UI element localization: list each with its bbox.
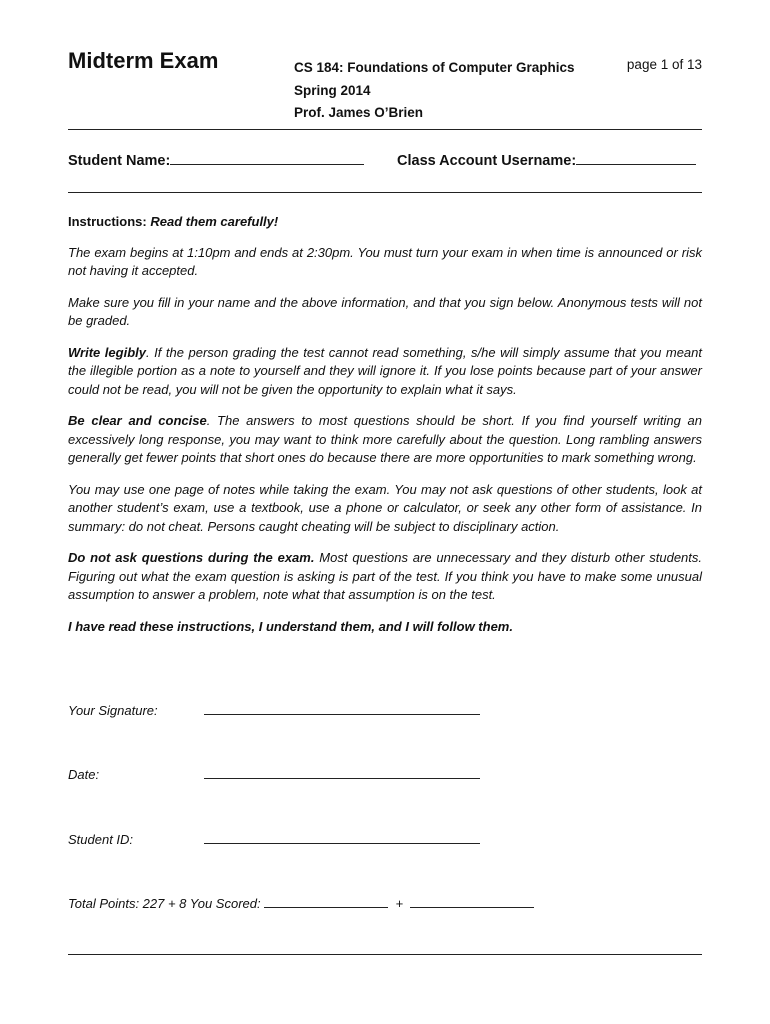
concise-text: . The answers to most questions should be short. If you find yourself writing an excessively long response, you may want to think more carefully about the question. Long rambling answers generally get fewer points that short ones do because there are more opportunities to mark something wrong.	[68, 413, 702, 465]
instructions-body	[68, 213, 702, 649]
questions-bold: Do not ask questions during the exam.	[68, 550, 315, 565]
instruction-paragraph-notes: You may use one page of notes while taking the exam. You may not ask questions of other students, look at another student’s exam, use a textbook, use a phone or calculator, or seek any other form of assistance. In summary: do not cheat. Persons caught cheating will be subject to disciplinary action.	[68, 481, 702, 534]
footer-divider	[68, 954, 702, 955]
student-name-blank[interactable]	[170, 150, 364, 165]
name-divider	[68, 192, 702, 193]
instruction-paragraph-questions	[68, 549, 702, 605]
questions-text: Most questions are unnecessary and they disturb other students. Figuring out what the exam question is asking is part of the test. If you think you have to make some unusual assumption to answer a problem, note what that assumption is on the test.	[68, 550, 703, 602]
student-name-label: Student Name:	[68, 153, 171, 169]
page-number: page 1 of 13	[626, 57, 702, 72]
student-id-line[interactable]	[204, 831, 480, 844]
legibly-text: . If the person grading the test cannot read something, s/he will simply assume that you meant the illegible portion as a note to yourself and they will ignore it. If you lose points because part of your answer could not be read, you will not be given the opportunity to explain what it says.	[68, 344, 702, 397]
instructions-heading	[68, 213, 702, 232]
score-blank-2[interactable]	[410, 895, 534, 908]
score-plus: +	[395, 896, 404, 911]
score-blank-1[interactable]	[264, 895, 388, 908]
concise-bold: Be clear and concise	[68, 413, 207, 428]
exam-title: Midterm Exam	[68, 48, 219, 73]
student-name-field	[68, 150, 364, 169]
class-account-label: Class Account Username:	[397, 153, 577, 169]
signature-row	[68, 702, 480, 718]
header-divider	[68, 129, 702, 130]
student-id-row	[68, 831, 480, 847]
legibly-bold: Write legibly	[68, 344, 146, 360]
signature-label: Your Signature:	[68, 703, 158, 718]
instructions-heading-emph: Read them carefully!	[150, 214, 279, 229]
date-label: Date:	[68, 767, 100, 782]
course-name: CS 184: Foundations of Computer Graphics	[294, 60, 575, 75]
date-row	[68, 766, 480, 782]
class-account-blank[interactable]	[576, 150, 696, 165]
instruction-paragraph-concise	[68, 412, 702, 468]
total-points-row	[68, 895, 534, 911]
course-info	[294, 57, 575, 125]
course-term: Spring 2014	[294, 82, 371, 98]
instruction-acknowledgement	[68, 618, 702, 637]
class-account-field	[397, 150, 696, 169]
date-line[interactable]	[204, 766, 480, 779]
instruction-paragraph-time: The exam begins at 1:10pm and ends at 2:30pm. You must turn your exam in when time is announced or risk not having it accepted.	[68, 244, 702, 278]
total-points-label: Total Points: 227 + 8 You Scored:	[68, 896, 261, 911]
acknowledgement-bold: I have read these instructions, I understand them, and I will follow them.	[68, 618, 513, 634]
instructions-heading-label: Instructions:	[68, 214, 147, 229]
student-id-label: Student ID:	[68, 832, 134, 847]
signature-line[interactable]	[204, 702, 480, 715]
instruction-paragraph-legibly	[68, 344, 702, 400]
course-professor: Prof. James O’Brien	[294, 105, 424, 120]
instruction-paragraph-name: Make sure you fill in your name and the above information, and that you sign below. Anonymous tests will not be graded.	[68, 294, 702, 328]
